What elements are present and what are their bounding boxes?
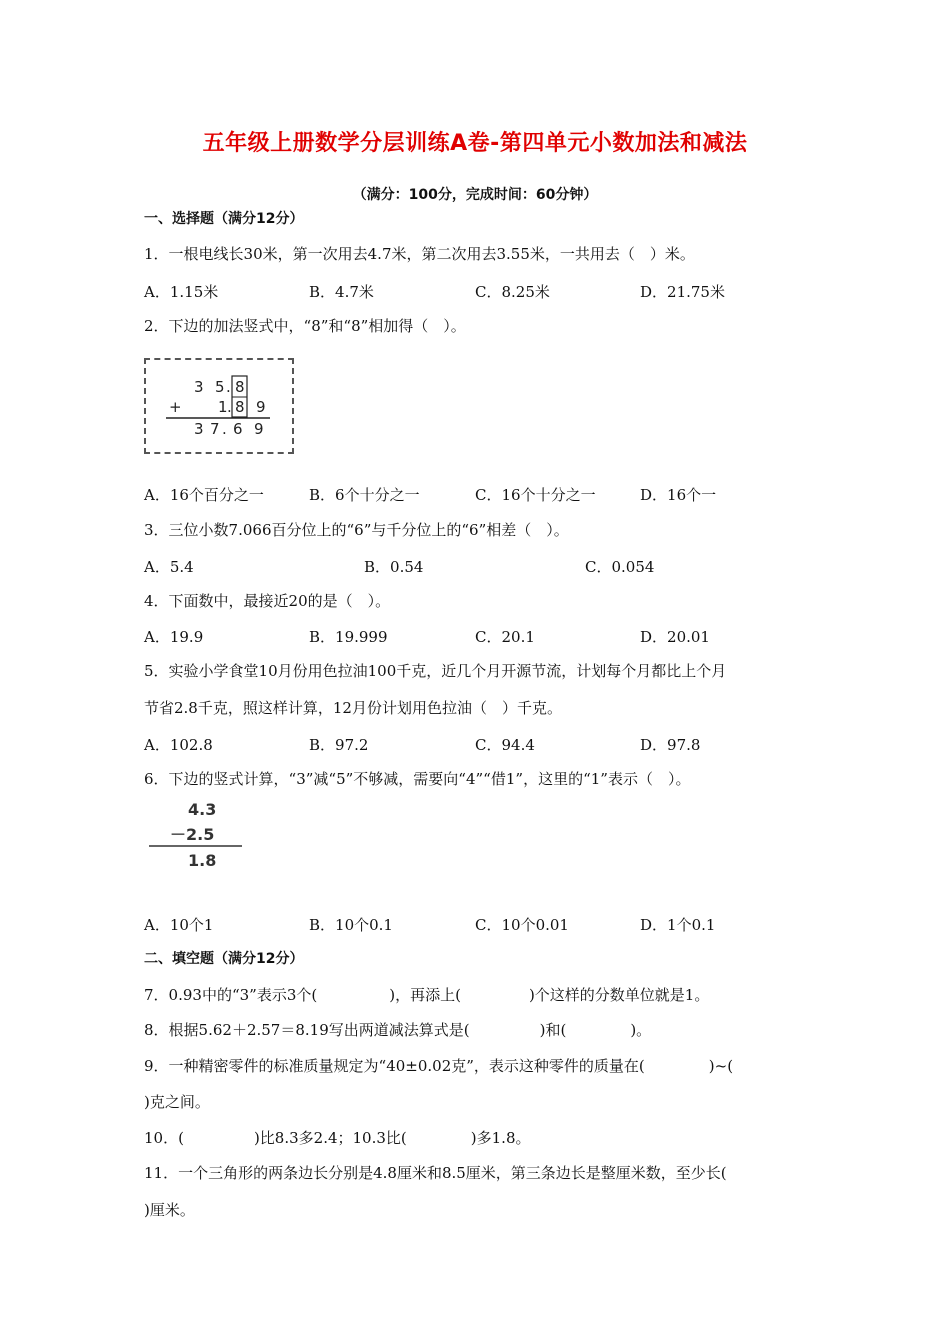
q5-option-c: C．94.4 <box>475 736 535 754</box>
q2-option-c: C．16个十分之一 <box>475 486 596 504</box>
q8-text-b: )和( <box>539 1021 567 1039</box>
q10-text-c: )多1.8。 <box>470 1129 531 1147</box>
fig6-subtrahend: －2.5 <box>170 825 215 844</box>
question-4: 4．下面数中，最接近20的是（ ）。 <box>144 592 391 610</box>
q6-option-a: A．10个1 <box>144 916 214 934</box>
question-8 <box>144 1019 651 1040</box>
section-heading-fill: 二、填空题（满分12分） <box>144 951 304 967</box>
subtraction-vertical-figure <box>144 796 254 876</box>
question-3: 3．三位小数7.066百分位上的“6”与千分位上的“6”相差（ ）。 <box>144 521 569 539</box>
question-11-line-2: )厘米。 <box>144 1201 195 1219</box>
q9-text-c: )克之间。 <box>144 1093 210 1111</box>
q2-option-a: A．16个百分之一 <box>144 486 264 504</box>
question-11-line-1: 11．一个三角形的两条边长分别是4.8厘米和8.5厘米，第三条边长是整厘米数，至少长( <box>144 1164 727 1182</box>
fig2-digit: 1 <box>218 398 228 416</box>
q1-option-c: C．8.25米 <box>475 283 550 301</box>
q4-option-b: B．19.999 <box>309 628 388 646</box>
q8-text-a: 8．根据5.62＋2.57＝8.19写出两道减法算式是( <box>144 1021 470 1039</box>
fig2-digit: . <box>226 378 231 396</box>
q9-text-b: )~( <box>708 1057 734 1075</box>
q3-option-c: C．0.054 <box>585 558 655 576</box>
page-title: 五年级上册数学分层训练A卷-第四单元小数加法和减法 <box>202 131 748 156</box>
q1-option-b: B．4.7米 <box>309 283 374 301</box>
q6-option-d: D．1个0.1 <box>640 916 716 934</box>
question-7 <box>144 984 709 1005</box>
q3-option-b: B．0.54 <box>364 558 424 576</box>
q7-text-b: )，再添上( <box>389 986 461 1004</box>
fig2-digit: 5 <box>215 378 225 396</box>
fig2-digit: . <box>227 398 232 416</box>
q3-option-a: A．5.4 <box>144 558 194 576</box>
q5-option-d: D．97.8 <box>640 736 701 754</box>
q9-text-a: 9．一种精密零件的标准质量规定为“40±0.02克”，表示这种零件的质量在( <box>144 1057 645 1075</box>
fig2-digit: + <box>169 398 182 416</box>
q1-option-d: D．21.75米 <box>640 283 725 301</box>
q10-text-b: )比8.3多2.4；10.3比( <box>253 1129 407 1147</box>
question-6: 6．下边的竖式计算，“3”减“5”不够减，需要向“4”“借1”，这里的“1”表示（ ）。 <box>144 770 691 788</box>
q1-option-a: A．1.15米 <box>144 283 219 301</box>
q2-option-d: D．16个一 <box>640 486 717 504</box>
q4-option-d: D．20.01 <box>640 628 710 646</box>
fig2-digit: 8 <box>235 398 245 416</box>
q6-option-c: C．10个0.01 <box>475 916 569 934</box>
q5-option-a: A．102.8 <box>144 736 213 754</box>
q2-option-b: B．6个十分之一 <box>309 486 420 504</box>
fig2-digit: 3 <box>194 378 204 396</box>
q7-text-a: 7．0.93中的“3”表示3个( <box>144 986 318 1004</box>
question-9-line-1 <box>144 1055 733 1076</box>
q7-text-c: )个这样的分数单位就是1。 <box>528 986 710 1004</box>
question-5-line-2: 节省2.8千克，照这样计算，12月份计划用色拉油（ ）千克。 <box>144 699 562 717</box>
question-5-line-1: 5．实验小学食堂10月份用色拉油100千克，近几个月开源节流，计划每个月都比上个月 <box>144 662 727 680</box>
q5-option-b: B．97.2 <box>309 736 369 754</box>
fig6-minuend: 4.3 <box>188 800 217 819</box>
fig2-digit: . <box>222 420 227 438</box>
fig2-digit: 9 <box>254 420 264 438</box>
fig6-difference: 1.8 <box>188 851 217 870</box>
q8-text-c: )。 <box>630 1021 652 1039</box>
fig2-digit: 8 <box>235 378 245 396</box>
fig2-digit: 7 <box>210 420 220 438</box>
question-2: 2．下边的加法竖式中，“8”和“8”相加得（ ）。 <box>144 317 466 335</box>
addition-figure <box>144 358 294 454</box>
fig2-digit: 9 <box>256 398 266 416</box>
q4-option-c: C．20.1 <box>475 628 535 646</box>
page-subtitle: （满分：100分，完成时间：60分钟） <box>352 187 598 203</box>
question-1: 1．一根电线长30米，第一次用去4.7米，第二次用去3.55米，一共用去（ ）米。 <box>144 245 695 263</box>
fig2-digit: 3 <box>194 420 204 438</box>
question-10 <box>144 1127 531 1148</box>
q4-option-a: A．19.9 <box>144 628 204 646</box>
q10-text-a: 10．( <box>144 1129 184 1147</box>
fig2-digit: 6 <box>233 420 243 438</box>
addition-vertical-figure <box>146 360 292 452</box>
q6-option-b: B．10个0.1 <box>309 916 393 934</box>
section-heading-choice: 一、选择题（满分12分） <box>144 211 304 227</box>
question-9-line-2 <box>144 1091 210 1112</box>
